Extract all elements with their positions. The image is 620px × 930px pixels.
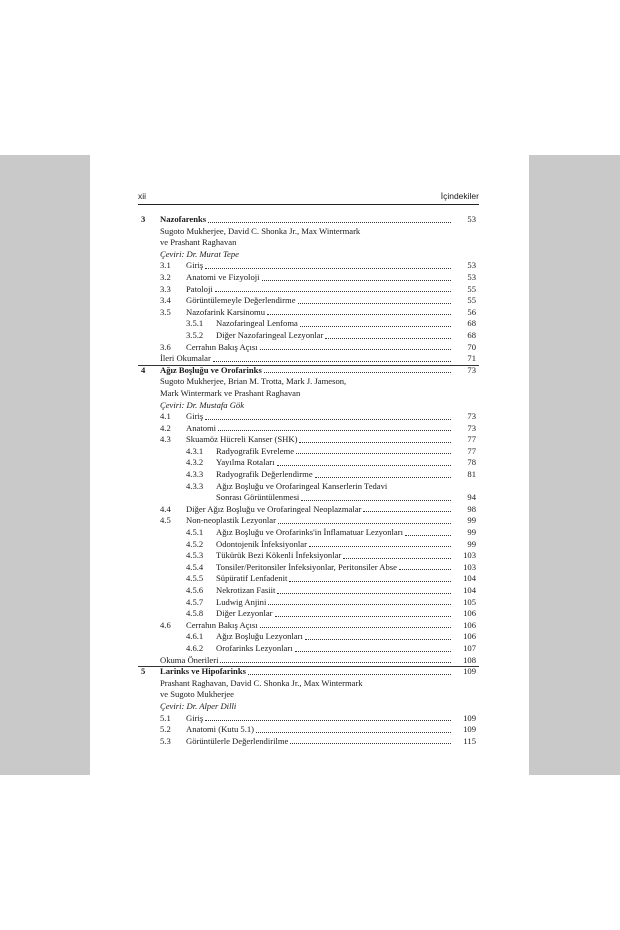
- toc-row: [138, 226, 479, 238]
- toc-row: [138, 284, 479, 296]
- page-ref: 103: [463, 561, 476, 572]
- page-ref: 56: [467, 306, 476, 317]
- toc-row: [138, 318, 479, 330]
- toc-chapter-row: [138, 214, 479, 226]
- chapter-title: Larinks ve Hipofarinks: [160, 666, 246, 677]
- section-number: 4.5: [160, 515, 171, 526]
- toc-entry-link[interactable]: [216, 492, 451, 504]
- toc-row: [138, 655, 479, 667]
- section-title: Ağız Boşluğu ve Orofarinks'in İnflamatuar Lezyonları: [216, 527, 403, 538]
- leader-dots: [315, 477, 451, 478]
- section-number: 4.5.7: [186, 596, 204, 607]
- toc-row: [138, 423, 479, 435]
- right-gray-margin: [529, 155, 620, 775]
- leader-dots: [289, 581, 451, 582]
- toc-entry-link[interactable]: [216, 446, 451, 458]
- toc-row: [138, 573, 479, 585]
- toc-row: [138, 527, 479, 539]
- leader-dots: [299, 442, 451, 443]
- section-number: 3.3: [160, 283, 171, 294]
- section-title: Diğer Ağız Boşluğu ve Orofaringeal Neoplazmalar: [186, 503, 362, 514]
- toc-row: [138, 400, 479, 412]
- section-number: 5.1: [160, 712, 171, 723]
- page-ref: 103: [463, 550, 476, 561]
- toc-row: [138, 724, 479, 736]
- toc-entry-link[interactable]: [186, 260, 451, 272]
- section-number: 4.5.5: [186, 573, 204, 584]
- toc-entry-link[interactable]: [216, 597, 451, 609]
- toc-row: [138, 515, 479, 527]
- toc-entry-link[interactable]: [186, 307, 451, 319]
- toc-entry-link[interactable]: [186, 504, 451, 516]
- section-number: 4.1: [160, 411, 171, 422]
- toc-row: [138, 539, 479, 551]
- leader-dots: [363, 511, 451, 512]
- leader-dots: [325, 338, 451, 339]
- toc-entry-link[interactable]: [216, 539, 451, 551]
- toc-entry-link[interactable]: [186, 724, 451, 736]
- toc-row: [138, 295, 479, 307]
- page-ref: 81: [467, 469, 476, 480]
- toc-entry-link[interactable]: [216, 481, 451, 493]
- page-ref: 53: [467, 271, 476, 282]
- toc-row: [138, 701, 479, 713]
- page-ref: 94: [467, 492, 476, 503]
- chapter-title: Nazofarenks: [160, 214, 207, 224]
- toc-row: [138, 307, 479, 319]
- page-ref: 115: [463, 735, 476, 746]
- chapter-number: 4: [141, 364, 146, 375]
- section-title: Nazofaringeal Lenfoma: [216, 318, 298, 329]
- toc-entry-link[interactable]: [216, 643, 451, 655]
- toc-entry-link[interactable]: [216, 318, 451, 330]
- section-title: Diğer Lezyonlar: [216, 608, 273, 619]
- leader-dots: [213, 361, 451, 362]
- section-number: 3.5.1: [186, 318, 204, 329]
- page-ref: 71: [467, 353, 476, 364]
- section-title: İleri Okumalar: [160, 353, 211, 364]
- leader-dots: [298, 303, 451, 304]
- toc-row: [138, 469, 479, 481]
- section-title: Süpüratif Lenfadenit: [216, 573, 288, 584]
- page-ref: 108: [463, 654, 476, 665]
- section-title: Tükürük Bezi Kökenli İnfeksiyonlar: [216, 550, 342, 561]
- toc-entry-link[interactable]: [186, 515, 451, 527]
- section-number: 4.5.6: [186, 585, 204, 595]
- section-number: 3.5.2: [186, 329, 204, 340]
- leader-dots: [256, 732, 451, 733]
- section-number: 3.5: [160, 306, 171, 317]
- toc-row: [138, 597, 479, 609]
- section-number: 4.3.3: [186, 469, 204, 480]
- page-ref: 73: [467, 364, 476, 375]
- toc-chapter-row: [138, 365, 479, 377]
- section-title: Görüntülerle Değerlendirilme: [186, 735, 289, 746]
- toc-row: [138, 249, 479, 261]
- author-line: Prashant Raghavan, David C. Shonka Jr., Max Wintermark: [160, 677, 363, 688]
- translator-credit: Çeviri: Dr. Murat Tepe: [160, 248, 239, 259]
- toc-row: [138, 446, 479, 458]
- leader-dots: [205, 720, 451, 721]
- leader-dots: [405, 535, 451, 536]
- page-ref: 99: [467, 515, 476, 526]
- toc-chapter-row: [138, 666, 479, 678]
- section-title: Patoloji: [186, 283, 213, 294]
- section-number: 3.4: [160, 295, 171, 306]
- page-ref: 107: [463, 642, 476, 653]
- toc-row: [138, 388, 479, 400]
- section-number: 4.5.3: [186, 550, 204, 561]
- page-ref: 99: [467, 538, 476, 549]
- leader-dots: [277, 465, 451, 466]
- leader-dots: [220, 662, 451, 663]
- toc-entry-link[interactable]: [216, 457, 451, 469]
- section-number: 4.5.8: [186, 608, 204, 619]
- translator-credit: Çeviri: Dr. Mustafa Gök: [160, 399, 245, 410]
- leader-dots: [248, 674, 451, 675]
- toc-entry-link[interactable]: [216, 550, 451, 562]
- leader-dots: [277, 593, 451, 594]
- section-title: Radyografik Değerlendirme: [216, 469, 313, 480]
- toc-entry-link[interactable]: [160, 655, 451, 667]
- leader-dots: [295, 651, 451, 652]
- page-ref: 53: [467, 214, 476, 224]
- toc-row: [138, 736, 479, 748]
- toc-row: [138, 643, 479, 655]
- section-title: Cerrahın Bakış Açısı: [186, 341, 258, 352]
- toc-row: [138, 585, 479, 597]
- section-number: 3.1: [160, 260, 171, 271]
- page-ref: 109: [463, 666, 476, 677]
- section-number: 4.3.2: [186, 457, 204, 468]
- toc-row: [138, 631, 479, 643]
- leader-dots: [260, 349, 451, 350]
- chapter-number: 5: [141, 666, 146, 677]
- author-line: Sugoto Mukherjee, Brian M. Trotta, Mark J. Jameson,: [160, 376, 347, 387]
- table-of-contents: [138, 214, 479, 747]
- section-title: Yayılma Rotaları: [216, 457, 275, 468]
- leader-dots: [218, 430, 451, 431]
- section-title: Radyografik Evreleme: [216, 445, 295, 456]
- section-title: Anatomi: [186, 422, 217, 433]
- section-title: Nazofarink Karsinomu: [186, 306, 265, 317]
- section-number: 4.2: [160, 422, 171, 433]
- section-number: 4.6: [160, 619, 171, 630]
- toc-entry-link[interactable]: [216, 585, 451, 597]
- author-line: ve Sugoto Mukherjee: [160, 689, 234, 700]
- toc-row: [138, 272, 479, 284]
- leader-dots: [399, 569, 451, 570]
- toc-row: [138, 342, 479, 354]
- section-number: 4.6.1: [186, 631, 204, 642]
- section-title: Anatomi (Kutu 5.1): [186, 724, 255, 735]
- page-ref: 106: [463, 619, 476, 630]
- toc-row: [138, 481, 479, 493]
- toc-entry-link[interactable]: [216, 631, 451, 643]
- toc-row: [138, 550, 479, 562]
- section-title: Okuma Önerileri: [160, 654, 219, 665]
- page-ref: 77: [467, 434, 476, 445]
- translator-credit: Çeviri: Dr. Alper Dilli: [160, 700, 237, 711]
- leader-dots: [300, 326, 451, 327]
- toc-entry-link[interactable]: [186, 423, 451, 435]
- section-number: 4.3.1: [186, 445, 204, 456]
- section-title: Non-neoplastik Lezyonlar: [186, 515, 276, 526]
- toc-row: [138, 434, 479, 446]
- leader-dots: [343, 558, 451, 559]
- section-title: Tonsiler/Peritonsiler İnfeksiyonlar, Peritonsiler Abse: [216, 561, 397, 572]
- section-number: 4.5.2: [186, 538, 204, 549]
- page-ref: 109: [463, 712, 476, 723]
- leader-dots: [275, 616, 451, 617]
- section-number: 4.5.4: [186, 561, 204, 572]
- toc-entry-link[interactable]: [216, 527, 451, 539]
- toc-row: [138, 260, 479, 272]
- toc-row: [138, 713, 479, 725]
- leader-dots: [262, 280, 451, 281]
- section-number: 4.6.2: [186, 642, 204, 653]
- leader-dots: [215, 291, 451, 292]
- page-number: xii: [138, 191, 147, 201]
- leader-dots: [260, 627, 451, 628]
- section-title: Giriş: [186, 712, 204, 723]
- toc-entry-link[interactable]: [216, 469, 451, 481]
- toc-row: [138, 608, 479, 620]
- page-ref: 55: [467, 283, 476, 294]
- leader-dots: [208, 222, 451, 223]
- section-title: Sonrası Görüntülenmesi: [216, 492, 300, 503]
- toc-entry-link[interactable]: [186, 411, 451, 423]
- author-line: ve Prashant Raghavan: [160, 237, 237, 248]
- toc-row: [138, 492, 479, 504]
- page-ref: 78: [467, 457, 476, 468]
- toc-entry-link[interactable]: [186, 295, 451, 307]
- page-ref: 106: [463, 608, 476, 619]
- page-ref: 68: [467, 329, 476, 340]
- page-ref: 55: [467, 295, 476, 306]
- section-title: Nekrotizan Fasiit: [216, 585, 276, 595]
- section-number: 4.3.3: [186, 480, 204, 491]
- toc-entry-link[interactable]: [186, 620, 451, 632]
- section-title: Ludwig Anjini: [216, 596, 267, 607]
- section-title: Giriş: [186, 411, 204, 422]
- left-gray-margin: [0, 155, 90, 775]
- toc-row: [138, 457, 479, 469]
- toc-entry-link[interactable]: [186, 284, 451, 296]
- section-number: 5.3: [160, 735, 171, 746]
- toc-row: [138, 330, 479, 342]
- section-title: Skuamöz Hücreli Kanser (SHK): [186, 434, 298, 445]
- toc-entry-link[interactable]: [186, 272, 451, 284]
- chapter-title-link[interactable]: [160, 666, 451, 678]
- section-title: Orofarinks Lezyonları: [216, 642, 293, 653]
- leader-dots: [264, 372, 451, 373]
- toc-row: [138, 411, 479, 423]
- leader-dots: [268, 604, 451, 605]
- page-ref: 104: [463, 573, 476, 584]
- section-title: Ağız Boşluğu Lezyonları: [216, 631, 303, 642]
- page-ref: 70: [467, 341, 476, 352]
- toc-entry-link[interactable]: [216, 330, 451, 342]
- section-title: Cerrahın Bakış Açısı: [186, 619, 258, 630]
- leader-dots: [301, 500, 451, 501]
- page-ref: 104: [463, 585, 476, 595]
- toc-entry-link[interactable]: [186, 736, 451, 748]
- page-ref: 99: [467, 527, 476, 538]
- chapter-title-link[interactable]: [160, 365, 451, 377]
- author-line: Sugoto Mukherjee, David C. Shonka Jr., Max Wintermark: [160, 225, 361, 236]
- section-title: Ağız Boşluğu ve Orofaringeal Kanserlerin Tedavi: [216, 480, 388, 491]
- section-title: Görüntülemeyle Değerlendirme: [186, 295, 296, 306]
- leader-dots: [267, 314, 451, 315]
- toc-entry-link[interactable]: [216, 562, 451, 574]
- page-ref: 53: [467, 260, 476, 271]
- toc-row: [138, 504, 479, 516]
- section-number: 3.6: [160, 341, 171, 352]
- toc-entry-link[interactable]: [160, 353, 451, 365]
- page-ref: 105: [463, 596, 476, 607]
- page-ref: 68: [467, 318, 476, 329]
- toc-entry-link[interactable]: [186, 713, 451, 725]
- chapter-number: 3: [141, 214, 146, 224]
- toc-entry-link[interactable]: [186, 342, 451, 354]
- author-line: Mark Wintermark ve Prashant Raghavan: [160, 387, 301, 398]
- header-rule: [138, 204, 479, 205]
- section-number: 4.4: [160, 503, 171, 514]
- section-number: 5.2: [160, 724, 171, 735]
- page-ref: 98: [467, 503, 476, 514]
- section-title: Anatomi ve Fizyoloji: [186, 271, 260, 282]
- leader-dots: [290, 743, 451, 744]
- leader-dots: [296, 453, 451, 454]
- toc-row: [138, 562, 479, 574]
- leader-dots: [278, 523, 451, 524]
- leader-dots: [309, 546, 451, 547]
- toc-row: [138, 678, 479, 690]
- page-ref: 73: [467, 422, 476, 433]
- toc-entry-link[interactable]: [216, 608, 451, 620]
- section-number: 4.5.1: [186, 527, 204, 538]
- toc-entry-link[interactable]: [186, 434, 451, 446]
- chapter-title: Ağız Boşluğu ve Orofarinks: [160, 364, 262, 375]
- toc-entry-link[interactable]: [216, 573, 451, 585]
- toc-row: [138, 620, 479, 632]
- leader-dots: [205, 419, 451, 420]
- toc-row: [138, 689, 479, 701]
- leader-dots: [305, 639, 451, 640]
- section-title: Diğer Nazofaringeal Lezyonlar: [216, 329, 324, 340]
- leader-dots: [205, 268, 451, 269]
- running-header-title: İçindekiler: [440, 191, 479, 201]
- page-ref: 109: [463, 724, 476, 735]
- page-ref: 106: [463, 631, 476, 642]
- page-ref: 73: [467, 411, 476, 422]
- section-title: Odontojenik İnfeksiyonlar: [216, 538, 307, 549]
- toc-row: [138, 237, 479, 249]
- section-number: 3.2: [160, 271, 171, 282]
- page-ref: 77: [467, 445, 476, 456]
- chapter-title-link[interactable]: [160, 214, 451, 226]
- toc-row: [138, 353, 479, 365]
- toc-row: [138, 376, 479, 388]
- section-number: 4.3: [160, 434, 171, 445]
- section-title: Giriş: [186, 260, 204, 271]
